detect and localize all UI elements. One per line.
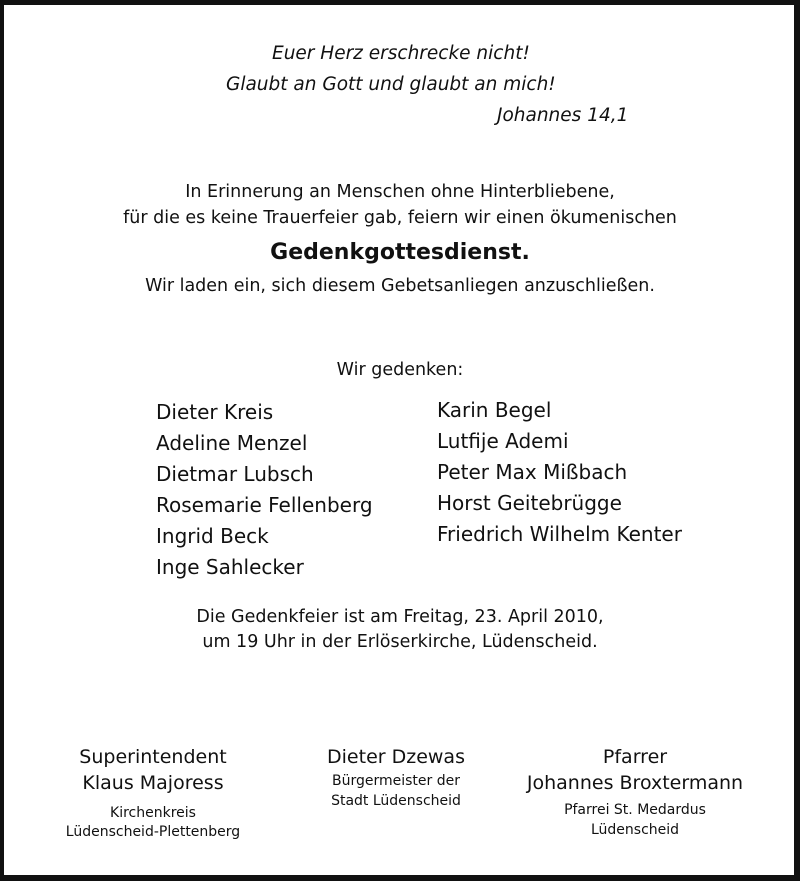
- memorial-name: Adeline Menzel: [156, 431, 308, 455]
- headline: Gedenkgottesdienst.: [270, 240, 530, 265]
- signature-title: Pfarrer: [602, 746, 668, 768]
- memorial-name: Dieter Kreis: [156, 400, 274, 424]
- memorial-heading: Wir gedenken:: [336, 360, 464, 380]
- memorial-name: Inge Sahlecker: [156, 555, 304, 579]
- signature-org: Lüdenscheid-Plettenberg: [65, 824, 241, 840]
- event-line-1: Die Gedenkfeier ist am Freitag, 23. April 2010,: [196, 607, 604, 627]
- intro-line-2: für die es keine Trauerfeier gab, feiern wir einen ökumenischen: [123, 208, 677, 228]
- memorial-name: Friedrich Wilhelm Kenter: [437, 522, 682, 546]
- signature-org: Bürgermeister der: [332, 773, 460, 789]
- signature-org: Stadt Lüdenscheid: [331, 793, 461, 809]
- memorial-name: Karin Begel: [437, 398, 552, 422]
- memorial-name: Ingrid Beck: [156, 524, 269, 548]
- signature-org: Kirchenkreis: [110, 805, 196, 821]
- memorial-name: Rosemarie Fellenberg: [156, 493, 373, 517]
- intro-line-3: Wir laden ein, sich diesem Gebetsanliegen anzuschließen.: [145, 276, 655, 296]
- event-line-2: um 19 Uhr in der Erlöserkirche, Lüdenscheid.: [202, 632, 598, 652]
- memorial-name: Horst Geitebrügge: [437, 491, 622, 515]
- signature-name: Johannes Broxtermann: [526, 772, 744, 794]
- verse-reference: Johannes 14,1: [497, 105, 629, 126]
- verse-line-1: Euer Herz erschrecke nicht!: [272, 43, 530, 64]
- signature-org: Pfarrei St. Medardus: [564, 802, 706, 818]
- memorial-name: Peter Max Mißbach: [437, 460, 628, 484]
- memorial-name: Lutfije Ademi: [437, 429, 569, 453]
- signature-name: Dieter Dzewas: [327, 746, 465, 768]
- signature-name: Klaus Majoress: [82, 772, 224, 794]
- verse-line-2: Glaubt an Gott und glaubt an mich!: [226, 74, 556, 95]
- signature-org: Lüdenscheid: [590, 822, 680, 838]
- intro-line-1: In Erinnerung an Menschen ohne Hinterbliebene,: [185, 182, 615, 202]
- signature-title: Superintendent: [79, 746, 227, 768]
- memorial-name: Dietmar Lubsch: [156, 462, 314, 486]
